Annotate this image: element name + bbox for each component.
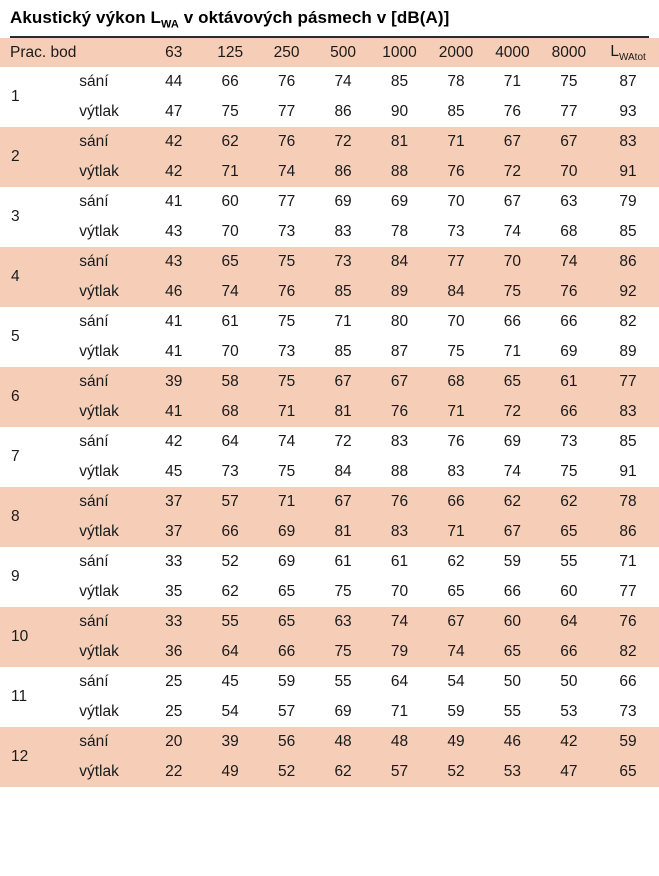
cell-band-value: 62 [484,487,540,517]
cell-band-value: 55 [315,667,371,697]
cell-band-value: 59 [484,547,540,577]
header-band-8000: 8000 [541,38,597,67]
cell-band-value: 68 [428,367,484,397]
table-row [0,727,659,757]
cell-band-value: 57 [371,757,427,787]
cell-working-point: 1 [0,67,41,127]
cell-band-value: 71 [428,517,484,547]
cell-band-value: 41 [145,307,201,337]
cell-measurement-kind: sání [41,727,145,757]
cell-band-value: 89 [371,277,427,307]
cell-band-value: 68 [202,397,258,427]
cell-band-value: 55 [202,607,258,637]
cell-band-value: 74 [428,637,484,667]
cell-band-value: 78 [371,217,427,247]
cell-total: 71 [597,547,659,577]
cell-band-value: 76 [258,67,314,97]
cell-band-value: 84 [428,277,484,307]
header-band-250: 250 [258,38,314,67]
cell-measurement-kind: výtlak [41,397,145,427]
cell-band-value: 83 [428,457,484,487]
cell-band-value: 50 [541,667,597,697]
cell-band-value: 69 [258,547,314,577]
cell-measurement-kind: sání [41,667,145,697]
cell-total: 77 [597,367,659,397]
cell-band-value: 52 [202,547,258,577]
cell-band-value: 76 [428,157,484,187]
cell-band-value: 66 [428,487,484,517]
cell-band-value: 69 [371,187,427,217]
cell-band-value: 75 [315,637,371,667]
cell-band-value: 37 [145,487,201,517]
cell-band-value: 67 [315,487,371,517]
cell-band-value: 72 [484,397,540,427]
table-body [0,67,659,787]
cell-band-value: 57 [258,697,314,727]
cell-band-value: 75 [258,247,314,277]
cell-working-point: 3 [0,187,41,247]
cell-band-value: 25 [145,667,201,697]
table-row [0,637,659,667]
cell-band-value: 35 [145,577,201,607]
cell-band-value: 75 [541,67,597,97]
cell-measurement-kind: výtlak [41,277,145,307]
cell-band-value: 60 [541,577,597,607]
cell-measurement-kind: sání [41,607,145,637]
cell-band-value: 73 [541,427,597,457]
cell-total: 66 [597,667,659,697]
cell-total: 91 [597,457,659,487]
cell-total: 82 [597,307,659,337]
cell-working-point: 9 [0,547,41,607]
cell-band-value: 70 [484,247,540,277]
cell-band-value: 70 [428,307,484,337]
cell-total: 59 [597,727,659,757]
cell-band-value: 66 [202,67,258,97]
cell-band-value: 60 [484,607,540,637]
cell-band-value: 77 [541,97,597,127]
cell-band-value: 70 [202,217,258,247]
cell-band-value: 66 [484,577,540,607]
cell-measurement-kind: sání [41,67,145,97]
cell-total: 86 [597,517,659,547]
cell-band-value: 88 [371,157,427,187]
cell-band-value: 53 [484,757,540,787]
cell-band-value: 43 [145,247,201,277]
cell-band-value: 48 [315,727,371,757]
cell-band-value: 62 [428,547,484,577]
cell-band-value: 70 [428,187,484,217]
header-band-2000: 2000 [428,38,484,67]
header-total-main: L [610,42,619,60]
table-header-row [0,38,659,67]
acoustic-power-table [0,38,659,787]
cell-band-value: 33 [145,547,201,577]
cell-total: 77 [597,577,659,607]
cell-band-value: 73 [315,247,371,277]
cell-band-value: 74 [202,277,258,307]
cell-band-value: 74 [484,217,540,247]
table-row [0,577,659,607]
cell-working-point: 10 [0,607,41,667]
cell-band-value: 70 [371,577,427,607]
cell-band-value: 74 [541,247,597,277]
cell-band-value: 66 [541,397,597,427]
table-row [0,67,659,97]
table-row [0,247,659,277]
cell-total: 65 [597,757,659,787]
cell-band-value: 77 [258,187,314,217]
table-row [0,277,659,307]
cell-band-value: 65 [202,247,258,277]
table-row [0,757,659,787]
cell-band-value: 67 [315,367,371,397]
cell-measurement-kind: výtlak [41,517,145,547]
cell-band-value: 83 [315,217,371,247]
cell-band-value: 37 [145,517,201,547]
cell-measurement-kind: výtlak [41,157,145,187]
cell-band-value: 42 [145,127,201,157]
cell-band-value: 41 [145,187,201,217]
cell-band-value: 65 [484,637,540,667]
cell-band-value: 73 [428,217,484,247]
cell-measurement-kind: výtlak [41,217,145,247]
cell-band-value: 84 [371,247,427,277]
cell-measurement-kind: výtlak [41,337,145,367]
cell-total: 85 [597,217,659,247]
cell-working-point: 2 [0,127,41,187]
cell-band-value: 77 [428,247,484,277]
cell-band-value: 83 [371,427,427,457]
cell-working-point: 6 [0,367,41,427]
table-row [0,547,659,577]
cell-band-value: 41 [145,337,201,367]
cell-band-value: 88 [371,457,427,487]
cell-band-value: 86 [315,97,371,127]
table-row [0,307,659,337]
page-title-part-2: v oktávových pásmech v [dB(A)] [178,8,450,27]
cell-band-value: 77 [258,97,314,127]
cell-working-point: 11 [0,667,41,727]
cell-measurement-kind: výtlak [41,757,145,787]
cell-band-value: 73 [258,217,314,247]
cell-working-point: 5 [0,307,41,367]
cell-measurement-kind: sání [41,187,145,217]
cell-band-value: 66 [541,307,597,337]
cell-band-value: 49 [202,757,258,787]
cell-measurement-kind: výtlak [41,97,145,127]
cell-band-value: 71 [428,127,484,157]
cell-band-value: 65 [258,577,314,607]
cell-total: 76 [597,607,659,637]
cell-band-value: 70 [202,337,258,367]
cell-band-value: 73 [202,457,258,487]
table-row [0,487,659,517]
header-band-4000: 4000 [484,38,540,67]
cell-band-value: 61 [371,547,427,577]
cell-band-value: 62 [202,127,258,157]
table-row [0,127,659,157]
cell-measurement-kind: výtlak [41,697,145,727]
cell-band-value: 74 [258,427,314,457]
cell-band-value: 75 [428,337,484,367]
cell-band-value: 78 [428,67,484,97]
cell-band-value: 22 [145,757,201,787]
cell-measurement-kind: sání [41,487,145,517]
cell-band-value: 74 [258,157,314,187]
cell-band-value: 71 [258,487,314,517]
cell-total: 79 [597,187,659,217]
table-row [0,517,659,547]
table-row [0,697,659,727]
cell-band-value: 76 [258,277,314,307]
cell-band-value: 47 [541,757,597,787]
table-row [0,157,659,187]
cell-band-value: 76 [371,397,427,427]
cell-band-value: 87 [371,337,427,367]
table-row [0,337,659,367]
cell-band-value: 69 [541,337,597,367]
cell-band-value: 58 [202,367,258,397]
cell-band-value: 42 [541,727,597,757]
cell-band-value: 61 [541,367,597,397]
cell-band-value: 66 [202,517,258,547]
cell-band-value: 46 [145,277,201,307]
cell-band-value: 75 [258,367,314,397]
cell-total: 73 [597,697,659,727]
cell-band-value: 61 [315,547,371,577]
cell-measurement-kind: sání [41,307,145,337]
cell-band-value: 75 [258,457,314,487]
table-row [0,667,659,697]
cell-band-value: 67 [371,367,427,397]
cell-band-value: 39 [202,727,258,757]
cell-band-value: 74 [371,607,427,637]
cell-band-value: 72 [315,127,371,157]
cell-band-value: 63 [541,187,597,217]
cell-band-value: 56 [258,727,314,757]
cell-band-value: 85 [315,277,371,307]
cell-band-value: 59 [428,697,484,727]
table-row [0,187,659,217]
cell-band-value: 64 [541,607,597,637]
cell-band-value: 62 [315,757,371,787]
cell-band-value: 75 [202,97,258,127]
cell-band-value: 85 [428,97,484,127]
cell-band-value: 90 [371,97,427,127]
cell-band-value: 72 [315,427,371,457]
cell-total: 82 [597,637,659,667]
cell-band-value: 72 [484,157,540,187]
cell-total: 92 [597,277,659,307]
cell-measurement-kind: výtlak [41,637,145,667]
cell-band-value: 81 [315,517,371,547]
cell-band-value: 63 [315,607,371,637]
cell-band-value: 66 [541,637,597,667]
cell-band-value: 60 [202,187,258,217]
cell-measurement-kind: sání [41,247,145,277]
table-row [0,457,659,487]
cell-band-value: 67 [484,187,540,217]
cell-band-value: 54 [428,667,484,697]
cell-total: 89 [597,337,659,367]
cell-band-value: 49 [428,727,484,757]
cell-band-value: 71 [371,697,427,727]
table-row [0,607,659,637]
table-row [0,397,659,427]
cell-band-value: 54 [202,697,258,727]
cell-band-value: 86 [315,157,371,187]
cell-band-value: 69 [315,697,371,727]
header-band-500: 500 [315,38,371,67]
cell-band-value: 48 [371,727,427,757]
cell-working-point: 8 [0,487,41,547]
cell-band-value: 53 [541,697,597,727]
cell-total: 86 [597,247,659,277]
cell-band-value: 57 [202,487,258,517]
cell-band-value: 67 [484,127,540,157]
table-header [0,38,659,67]
cell-band-value: 42 [145,427,201,457]
table-row [0,427,659,457]
cell-band-value: 62 [541,487,597,517]
cell-band-value: 67 [484,517,540,547]
cell-band-value: 74 [315,67,371,97]
cell-total: 85 [597,427,659,457]
cell-band-value: 69 [315,187,371,217]
cell-band-value: 65 [428,577,484,607]
cell-band-value: 46 [484,727,540,757]
cell-band-value: 39 [145,367,201,397]
cell-measurement-kind: sání [41,427,145,457]
cell-band-value: 76 [258,127,314,157]
cell-band-value: 64 [371,667,427,697]
cell-band-value: 62 [202,577,258,607]
cell-measurement-kind: sání [41,367,145,397]
page-title [0,0,659,36]
cell-measurement-kind: výtlak [41,577,145,607]
cell-band-value: 75 [258,307,314,337]
cell-band-value: 67 [541,127,597,157]
table-row [0,217,659,247]
cell-band-value: 75 [484,277,540,307]
cell-band-value: 69 [258,517,314,547]
cell-band-value: 70 [541,157,597,187]
cell-band-value: 71 [428,397,484,427]
cell-band-value: 41 [145,397,201,427]
cell-band-value: 52 [428,757,484,787]
cell-band-value: 25 [145,697,201,727]
cell-working-point: 7 [0,427,41,487]
header-band-63: 63 [145,38,201,67]
cell-band-value: 81 [371,127,427,157]
cell-band-value: 85 [371,67,427,97]
cell-total: 83 [597,397,659,427]
cell-working-point: 12 [0,727,41,787]
cell-band-value: 83 [371,517,427,547]
cell-band-value: 81 [315,397,371,427]
cell-working-point: 4 [0,247,41,307]
table-row [0,367,659,397]
cell-total: 78 [597,487,659,517]
cell-band-value: 47 [145,97,201,127]
cell-band-value: 66 [484,307,540,337]
cell-total: 91 [597,157,659,187]
cell-band-value: 65 [541,517,597,547]
cell-band-value: 64 [202,427,258,457]
cell-band-value: 84 [315,457,371,487]
cell-band-value: 50 [484,667,540,697]
cell-band-value: 69 [484,427,540,457]
cell-band-value: 44 [145,67,201,97]
cell-band-value: 76 [371,487,427,517]
cell-band-value: 71 [315,307,371,337]
table-row [0,97,659,127]
cell-band-value: 71 [484,67,540,97]
page-title-subscript: WA [160,18,179,31]
cell-band-value: 42 [145,157,201,187]
cell-band-value: 45 [202,667,258,697]
header-band-1000: 1000 [371,38,427,67]
cell-total: 93 [597,97,659,127]
cell-band-value: 71 [202,157,258,187]
cell-band-value: 36 [145,637,201,667]
cell-band-value: 79 [371,637,427,667]
cell-band-value: 65 [258,607,314,637]
page-title-part-1: Akustický výkon L [10,8,161,27]
cell-band-value: 71 [484,337,540,367]
cell-band-value: 67 [428,607,484,637]
cell-band-value: 75 [541,457,597,487]
cell-band-value: 76 [541,277,597,307]
cell-band-value: 20 [145,727,201,757]
cell-measurement-kind: výtlak [41,457,145,487]
cell-band-value: 59 [258,667,314,697]
cell-total: 87 [597,67,659,97]
cell-band-value: 76 [484,97,540,127]
cell-measurement-kind: sání [41,547,145,577]
cell-band-value: 43 [145,217,201,247]
cell-band-value: 45 [145,457,201,487]
cell-total: 83 [597,127,659,157]
header-total-subscript: WAtot [618,51,646,63]
cell-band-value: 65 [484,367,540,397]
cell-band-value: 55 [484,697,540,727]
cell-band-value: 71 [258,397,314,427]
cell-measurement-kind: sání [41,127,145,157]
cell-band-value: 55 [541,547,597,577]
cell-band-value: 75 [315,577,371,607]
cell-band-value: 85 [315,337,371,367]
header-band-125: 125 [202,38,258,67]
cell-band-value: 74 [484,457,540,487]
cell-band-value: 52 [258,757,314,787]
cell-band-value: 80 [371,307,427,337]
header-working-point: Prac. bod [0,38,145,67]
cell-band-value: 68 [541,217,597,247]
header-total [597,38,659,67]
cell-band-value: 33 [145,607,201,637]
cell-band-value: 64 [202,637,258,667]
cell-band-value: 66 [258,637,314,667]
cell-band-value: 61 [202,307,258,337]
cell-band-value: 76 [428,427,484,457]
cell-band-value: 73 [258,337,314,367]
